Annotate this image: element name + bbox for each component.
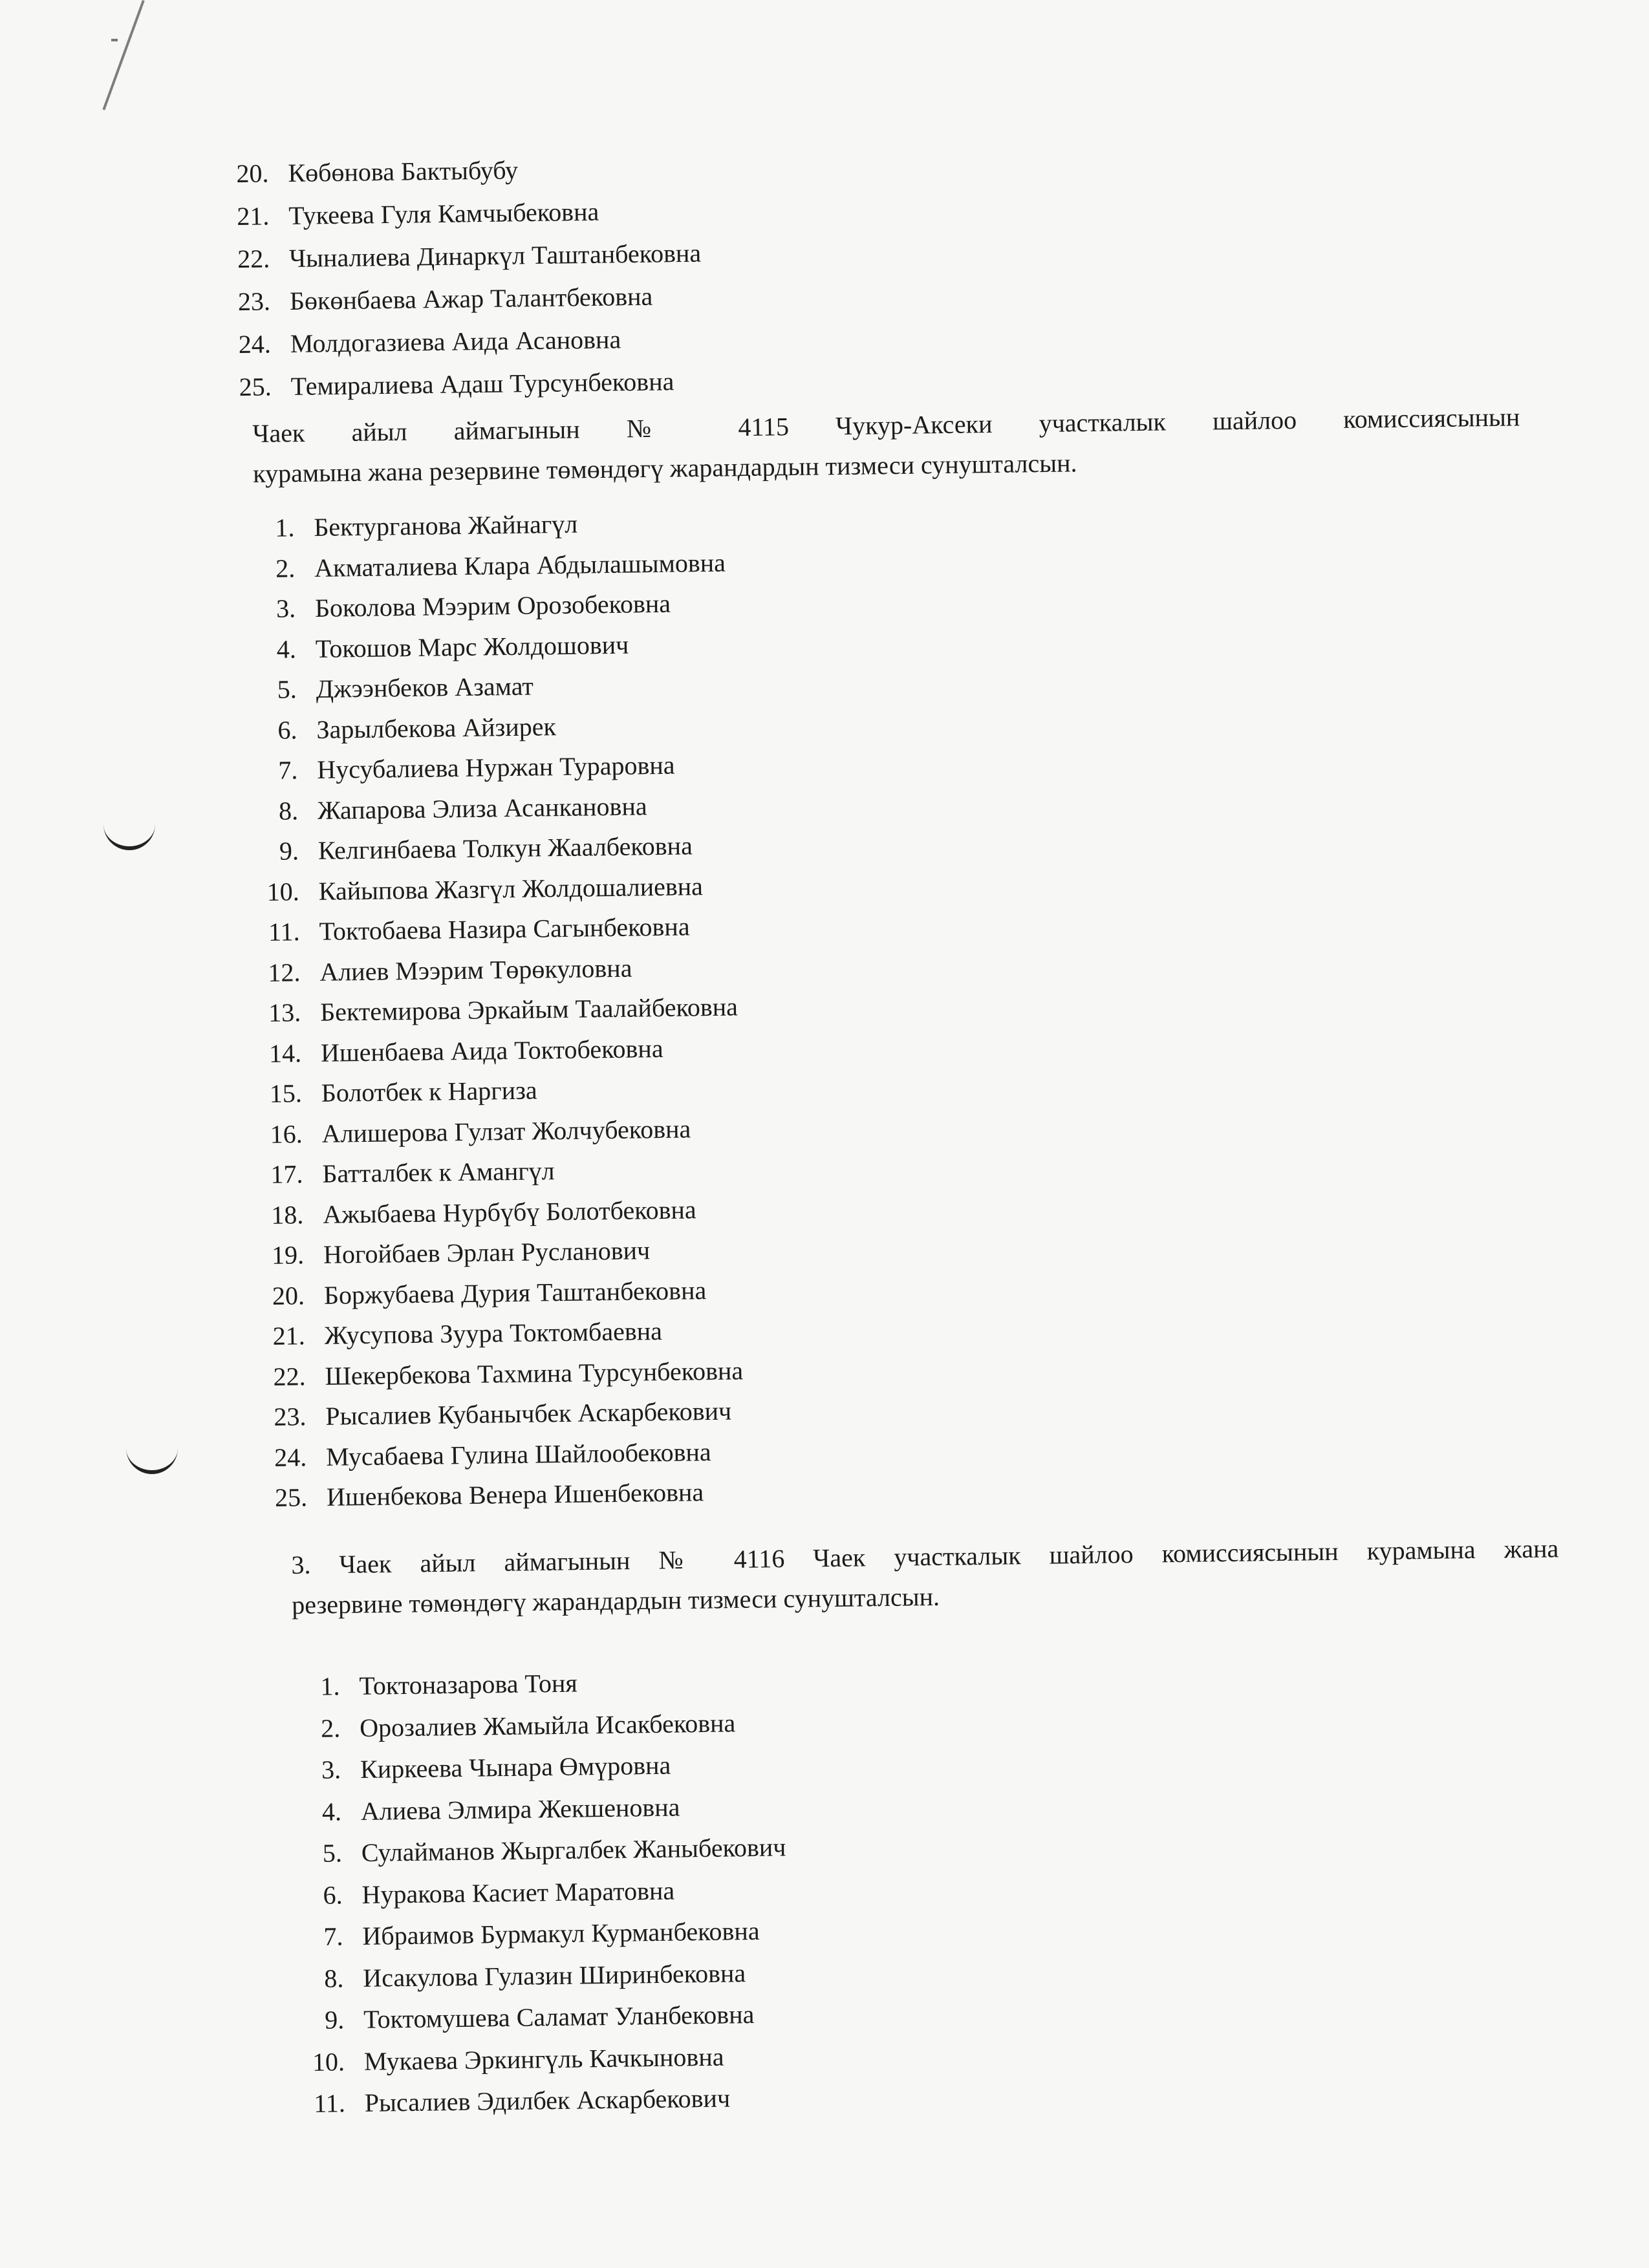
person-name: Акматалиева Клара Абдылашымовна — [314, 548, 726, 583]
person-name: Бөкөнбаева Ажар Талантбековна — [289, 281, 653, 316]
item-number: 22. — [237, 244, 270, 274]
person-name: Токошов Марс Жолдошович — [315, 630, 629, 663]
item-number: 25. — [239, 372, 272, 401]
list-item — [226, 1471, 745, 1519]
person-name: Токтобаева Назира Сагынбековна — [319, 912, 690, 946]
section-heading-4116 — [291, 1528, 1559, 1625]
list-item — [214, 542, 733, 590]
person-name: Мукаева Эркингүль Качкыновна — [363, 2042, 724, 2076]
heading-line: резервине төмөндөгү жарандардын тизмеси сунушталсын. — [291, 1581, 940, 1620]
list-item — [261, 1785, 786, 1834]
member-list-continued — [188, 147, 703, 409]
item-number: 11. — [314, 2088, 346, 2118]
item-number: 4. — [321, 1796, 342, 1826]
person-name: Боржубаева Дурия Таштанбековна — [323, 1275, 707, 1310]
list-item — [219, 947, 738, 994]
item-number: 24. — [274, 1442, 307, 1472]
person-name: Рысалиев Эдилбек Аскарбекович — [364, 2083, 731, 2117]
person-name: Тукеева Гуля Камчыбековна — [288, 197, 599, 230]
person-name: Нуракова Касиет Маратовна — [361, 1876, 675, 1909]
list-item — [263, 1952, 788, 2000]
item-number: 23. — [237, 286, 271, 316]
list-item — [264, 2077, 789, 2125]
person-name: Ногойбаев Эрлан Русланович — [323, 1236, 651, 1269]
person-name: Боколова Мээрим Орозобековна — [314, 588, 671, 623]
person-name: Бектемирова Эркайым Таалайбековна — [319, 992, 738, 1027]
item-number: 10. — [266, 876, 300, 906]
list-item — [218, 825, 737, 872]
item-number: 14. — [268, 1038, 302, 1068]
item-number: 11. — [268, 917, 300, 947]
list-item — [189, 317, 702, 367]
item-number: 25. — [274, 1482, 308, 1512]
item-number: 21. — [236, 201, 270, 231]
person-name: Келгинбаева Толкун Жаалбековна — [318, 831, 693, 865]
person-name: Кайыпова Жазгүл Жолдошалиевна — [318, 871, 704, 906]
item-number: 10. — [312, 2046, 345, 2077]
list-item — [260, 1743, 785, 1792]
list-item — [215, 583, 733, 630]
person-name: Киркеева Чынара Өмүровна — [360, 1750, 671, 1784]
list-item — [220, 987, 738, 1034]
list-item — [224, 1310, 742, 1357]
item-number: 24. — [238, 329, 272, 359]
list-item — [264, 2035, 789, 2084]
person-name: Бектурганова Жайнагүл — [314, 509, 578, 542]
item-number: 9. — [324, 2005, 345, 2035]
item-number: 2. — [320, 1713, 341, 1743]
list-item — [222, 1189, 741, 1236]
list-item — [261, 1826, 786, 1875]
person-name: Чыналиева Динаркүл Таштанбековна — [288, 238, 702, 273]
person-name: Ибраимов Бурмакул Курманбековна — [362, 1916, 760, 1951]
item-number: 1. — [275, 513, 295, 542]
heading-line: Чаек айыл аймагынын № 4115 Чукур-Аксеки участкалык шайлоо комиссиясынын — [252, 402, 1520, 448]
item-number: 9. — [279, 836, 299, 866]
list-item — [219, 906, 737, 953]
person-name: Жапарова Элиза Асанкановна — [317, 791, 647, 825]
person-name: Алиев Мээрим Төрөкуловна — [319, 953, 632, 987]
list-item — [261, 1868, 786, 1917]
list-item — [263, 1993, 788, 2042]
person-name: Орозалиев Жамыйла Исакбековна — [359, 1707, 736, 1742]
list-item — [226, 1431, 744, 1479]
member-list-4116 — [259, 1660, 790, 2125]
person-name: Ажыбаева Нурбүбү Болотбековна — [322, 1194, 696, 1229]
person-name: Темиралиева Адаш Турсунбековна — [290, 367, 674, 401]
list-item — [262, 1910, 787, 1958]
person-name: Нусубалиева Нуржан Тураровна — [317, 750, 675, 784]
person-name: Батталбек к Амангүл — [322, 1156, 555, 1188]
list-item — [221, 1067, 739, 1115]
person-name: Жусупова Зуура Токтомбаевна — [324, 1316, 663, 1350]
list-item — [225, 1391, 744, 1438]
scan-speck — [111, 39, 118, 41]
person-name: Токтомушева Саламат Уланбековна — [363, 2000, 755, 2034]
person-name: Сулайманов Жыргалбек Жаныбекович — [361, 1832, 786, 1867]
list-item — [189, 232, 702, 281]
scan-edge-mark — [102, 0, 144, 111]
list-item — [215, 623, 733, 670]
item-number: 15. — [269, 1078, 303, 1108]
item-number: 3. — [275, 594, 296, 623]
item-number: 7. — [323, 1921, 343, 1951]
item-number: 1. — [320, 1671, 340, 1701]
item-number: 8. — [278, 795, 299, 826]
heading-line: курамына жана резервине төмөндөгү жарандардын тизмеси сунушталсын. — [252, 448, 1077, 488]
item-number: 5. — [277, 674, 297, 704]
person-name: Молдогазиева Аида Асановна — [290, 325, 621, 358]
list-item — [221, 1027, 739, 1075]
list-item — [189, 275, 702, 324]
list-item — [190, 360, 703, 409]
item-number: 16. — [270, 1118, 303, 1149]
item-number: 5. — [322, 1838, 343, 1868]
item-number: 18. — [271, 1199, 304, 1230]
person-name: Джээнбеков Азамат — [316, 671, 534, 703]
item-number: 6. — [323, 1879, 343, 1910]
person-name: Токтоназарова Тоня — [359, 1668, 578, 1700]
item-number: 20. — [236, 158, 269, 189]
person-name: Ишенбаева Аида Токтобековна — [320, 1033, 663, 1067]
heading-line: 3. Чаек айыл аймагынын № 4116 Чаек участкалык шайлоо комиссиясынын курамына жана — [291, 1534, 1559, 1579]
item-number: 22. — [273, 1361, 306, 1391]
list-item — [188, 147, 700, 196]
list-item — [224, 1270, 742, 1317]
item-number: 8. — [324, 1963, 344, 1993]
list-item — [221, 1108, 740, 1155]
item-number: 13. — [268, 998, 301, 1027]
item-number: 17. — [270, 1159, 303, 1189]
item-number: 3. — [321, 1755, 341, 1784]
list-item — [224, 1351, 743, 1398]
item-number: 19. — [271, 1240, 305, 1270]
person-name: Көбөнова Бактыбубу — [288, 155, 519, 187]
person-name: Ишенбекова Венера Ишенбековна — [326, 1477, 704, 1512]
item-number: 20. — [272, 1280, 305, 1311]
item-number: 23. — [274, 1402, 307, 1431]
list-item — [222, 1148, 740, 1195]
list-item — [188, 189, 701, 239]
punch-hole-mark — [126, 1448, 178, 1474]
item-number: 6. — [277, 714, 297, 745]
person-name: Шекербекова Тахмина Турсунбековна — [325, 1355, 744, 1391]
list-item — [223, 1229, 742, 1276]
section-heading-4115 — [252, 397, 1520, 494]
person-name: Мусабаева Гулина Шайлообековна — [325, 1437, 711, 1471]
person-name: Алиева Элмира Жекшеновна — [360, 1792, 680, 1826]
list-item — [218, 866, 737, 913]
person-name: Болотбек к Наргиза — [321, 1075, 537, 1107]
list-item — [215, 663, 734, 711]
list-item — [259, 1702, 784, 1750]
list-item — [213, 502, 732, 550]
person-name: Зарылбекова Айзирек — [316, 711, 557, 744]
person-name: Рысалиев Кубанычбек Аскарбекович — [325, 1396, 732, 1431]
list-item — [216, 704, 735, 751]
list-item — [259, 1660, 784, 1708]
item-number: 4. — [276, 634, 297, 664]
person-name: Алишерова Гулзат Жолчубековна — [321, 1113, 691, 1148]
list-item — [217, 744, 735, 791]
person-name: Исакулова Гулазин Ширинбековна — [363, 1958, 746, 1993]
punch-hole-mark — [103, 824, 155, 850]
list-item — [217, 785, 736, 832]
item-number: 21. — [272, 1321, 306, 1351]
item-number: 7. — [278, 755, 298, 785]
member-list-4115 — [213, 502, 745, 1519]
item-number: 12. — [268, 957, 301, 987]
item-number: 2. — [275, 553, 296, 583]
